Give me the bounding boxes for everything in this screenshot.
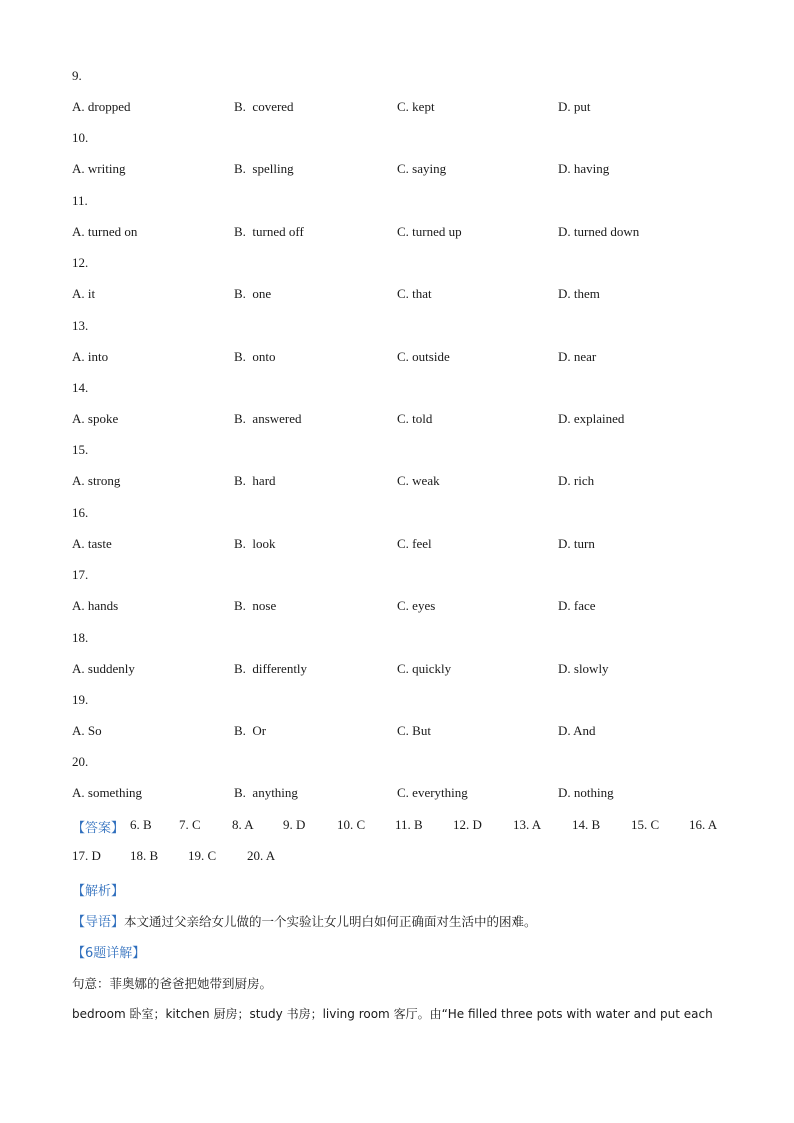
option-a: A. turned on <box>72 223 138 239</box>
answer-item: 6. B <box>130 817 152 832</box>
option-b: B. turned off <box>234 223 304 239</box>
question-number: 14. <box>72 380 89 395</box>
question-number: 16. <box>72 504 89 520</box>
option-a: A. strong <box>72 473 121 489</box>
detail-label: 【6题详解】 <box>72 946 146 961</box>
question-number: 10. <box>72 130 89 146</box>
explanation-line: bedroom 卧室；kitchen 厨房；study 书房；living room 客厅。由“He filled three pots with water and put each <box>72 1007 713 1021</box>
option-b: B. covered <box>234 99 294 114</box>
option-d: D. slowly <box>558 660 609 676</box>
intro-label: 【导语】 <box>72 915 125 930</box>
option-c: C. feel <box>397 535 432 551</box>
option-c: C. But <box>397 723 431 738</box>
answer-item: 14. B <box>572 817 601 832</box>
option-c: C. saying <box>397 161 447 177</box>
question-number: 11. <box>72 192 88 208</box>
option-b: B. nose <box>234 598 277 614</box>
option-a: A. it <box>72 286 96 302</box>
option-b: B. anything <box>234 785 298 801</box>
option-c: C. that <box>397 286 432 302</box>
question-number: 13. <box>72 317 89 333</box>
question-number: 17. <box>72 567 89 583</box>
answer-label: 【答案】 <box>72 821 125 836</box>
analysis-label: 【解析】 <box>72 884 125 899</box>
option-a: A. spoke <box>72 411 119 426</box>
option-a: A. suddenly <box>72 660 135 676</box>
answer-item: 17. D <box>72 848 101 863</box>
intro-paragraph <box>72 911 537 930</box>
answer-row-1 <box>72 817 732 836</box>
question-number: 9. <box>72 68 82 83</box>
option-d: D. face <box>558 598 596 614</box>
option-d: D. explained <box>558 411 625 426</box>
answer-item: 19. C <box>188 848 217 863</box>
option-a: A. writing <box>72 161 126 177</box>
option-b: B. spelling <box>234 161 294 177</box>
option-a: A. So <box>72 723 102 738</box>
option-a: A. something <box>72 785 143 801</box>
answer-item: 15. C <box>631 817 660 832</box>
answer-item: 16. A <box>689 817 718 832</box>
option-d: D. turned down <box>558 223 640 239</box>
option-d: D. rich <box>558 473 595 489</box>
question-number: 19. <box>72 692 89 707</box>
answer-item: 9. D <box>283 817 306 832</box>
question-number: 20. <box>72 754 89 770</box>
answer-item: 20. A <box>247 848 276 863</box>
option-b: B. Or <box>234 723 267 738</box>
option-c: C. everything <box>397 785 468 801</box>
option-b: B. answered <box>234 411 302 426</box>
answer-item: 8. A <box>232 817 254 832</box>
question-number: 18. <box>72 629 89 645</box>
intro-text: 本文通过父亲给女儿做的一个实验让女儿明白如何正确面对生活中的困难。 <box>124 914 537 929</box>
option-d: D. And <box>558 723 596 738</box>
answer-item: 11. B <box>395 817 423 832</box>
option-d: D. having <box>558 161 610 177</box>
option-d: D. near <box>558 348 597 364</box>
option-a: A. dropped <box>72 99 131 114</box>
option-c: C. turned up <box>397 223 462 239</box>
option-d: D. turn <box>558 535 595 551</box>
answer-item: 7. C <box>179 817 201 832</box>
option-d: D. nothing <box>558 785 614 801</box>
answer-item: 12. D <box>453 817 482 832</box>
option-c: C. told <box>397 411 433 426</box>
question-number: 12. <box>72 255 89 271</box>
option-c: C. outside <box>397 348 450 364</box>
option-b: B. differently <box>234 660 308 676</box>
option-a: A. hands <box>72 598 119 614</box>
option-a: A. taste <box>72 535 112 551</box>
option-a: A. into <box>72 348 109 364</box>
sentence-meaning: 句意：菲奥娜的爸爸把她带到厨房。 <box>72 976 273 991</box>
option-d: D. them <box>558 286 600 302</box>
question-number: 15. <box>72 442 89 458</box>
answer-item: 13. A <box>513 817 542 832</box>
answer-item: 10. C <box>337 817 366 832</box>
option-c: C. kept <box>397 99 435 114</box>
option-c: C. quickly <box>397 660 452 676</box>
option-c: C. weak <box>397 473 440 489</box>
option-c: C. eyes <box>397 598 436 614</box>
answer-item: 18. B <box>130 848 159 863</box>
option-b: B. onto <box>234 348 276 364</box>
option-b: B. look <box>234 535 276 551</box>
option-d: D. put <box>558 99 591 114</box>
option-b: B. hard <box>234 473 276 489</box>
option-b: B. one <box>234 286 272 302</box>
